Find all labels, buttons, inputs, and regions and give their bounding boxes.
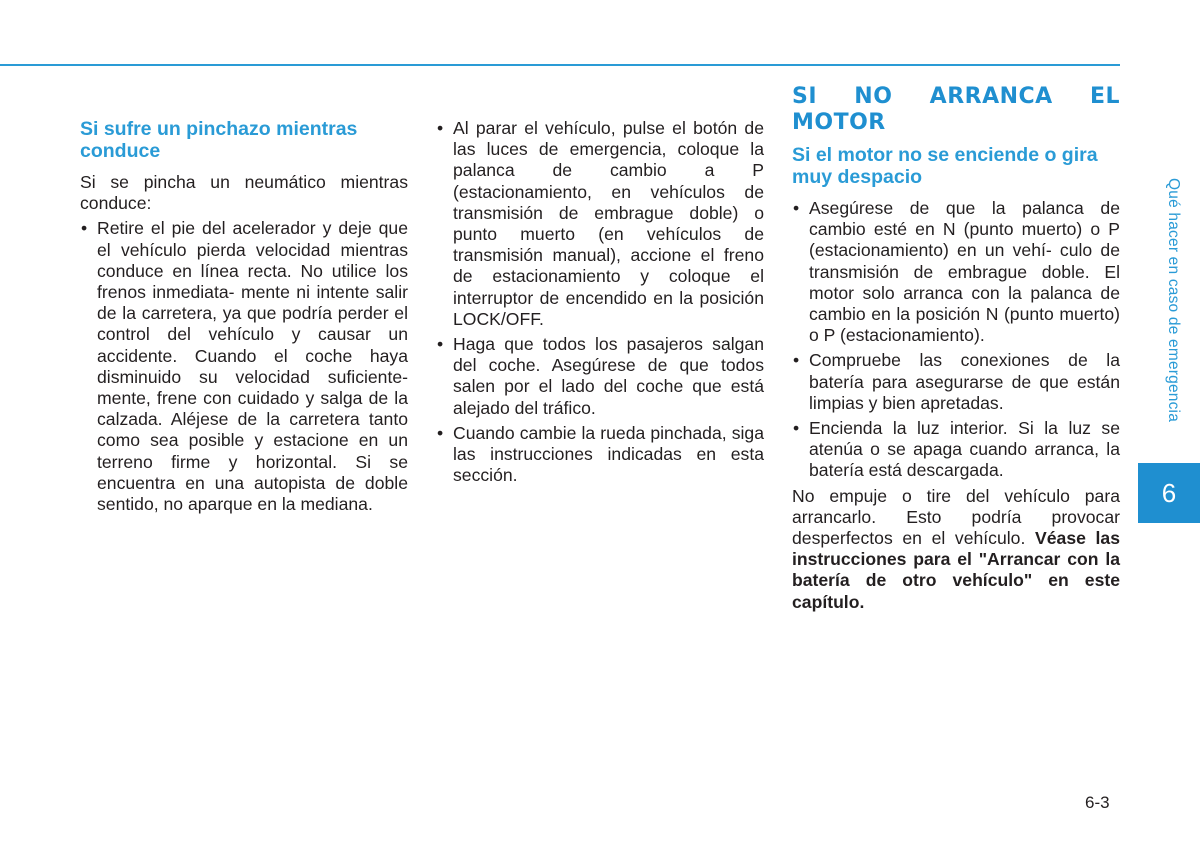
list-item-text: Cuando cambie la rueda pinchada, siga las instrucciones indicadas en esta sección. xyxy=(453,422,764,486)
list-item-text: Encienda la luz interior. Si la luz se atenúa o se apaga cuando arranca, la batería está descargada. xyxy=(809,418,1120,481)
chapter-number-tab: 6 xyxy=(1138,463,1200,523)
closing-text: No empuje o tire del vehículo para arrancarlo. Esto podría provocar desperfectos en el vehículo. xyxy=(792,485,1120,549)
list-item xyxy=(792,418,1120,482)
column-middle xyxy=(436,118,764,490)
bullet-icon: • xyxy=(793,350,800,371)
chapter-side-label: Qué hacer en caso de emergencia xyxy=(1165,178,1182,423)
bullet-icon: • xyxy=(81,218,88,239)
flat-tire-list xyxy=(80,218,408,515)
list-item xyxy=(436,334,764,419)
header-rule xyxy=(0,64,1120,66)
flat-tire-heading: Si sufre un pinchazo mientras conduce xyxy=(80,118,358,162)
list-item xyxy=(436,118,764,330)
flat-tire-intro: Si se pincha un neumático mientras conduce: xyxy=(80,172,408,214)
bullet-icon: • xyxy=(437,422,444,443)
column-right xyxy=(792,84,1120,617)
list-item-text: Al parar el vehículo, pulse el botón de las luces de emergencia, coloque la palanca de cambio a P (estacionamiento, en vehículos de transmisión de embrague doble) o punto muerto (en vehículos de transmisión manual), accione el freno de estacionamiento y coloque el interruptor de encendido en la posición LOCK/OFF. xyxy=(453,118,764,329)
list-item-text: Haga que todos los pasajeros salgan del coche. Asegúrese de que todos salen por el lado del coche que está alejado del tráfico. xyxy=(453,334,764,418)
closing-paragraph xyxy=(792,486,1120,613)
closing-reference: Véase las instrucciones para el "Arrancar con la batería de otro vehículo" en este capítulo. xyxy=(792,528,1120,612)
list-item-text: Compruebe las conexiones de la batería para asegurarse de que están limpias y bien apretadas. xyxy=(809,350,1120,413)
page-number: 6-3 xyxy=(1085,793,1110,812)
section-title: SI NO ARRANCA EL MOTOR xyxy=(792,84,1120,135)
stop-procedure-list xyxy=(436,118,764,486)
column-left xyxy=(80,118,408,519)
list-item-text: Retire el pie del acelerador y deje que el vehículo pierda velocidad mientras conduce en línea recta. No utilice los frenos inmediata- mente ni intente salir de la carretera, ya que podría perder el control del vehículo y causar un accidente. Cuando el coche haya disminuido su velocidad suficiente- mente, frene con cuidado y salga de la calzada. Aléjese de la carretera tanto como sea posible y estacione en un terreno firme y horizontal. Si se encuentra en una autopista de doble sentido, no aparque en la mediana. xyxy=(97,218,408,515)
list-item xyxy=(436,423,764,487)
list-item xyxy=(80,218,408,515)
list-item xyxy=(792,198,1120,346)
bullet-icon: • xyxy=(437,334,444,355)
engine-check-list xyxy=(792,198,1120,482)
engine-heading: Si el motor no se enciende o gira muy despacio xyxy=(792,144,1098,188)
list-item xyxy=(792,350,1120,414)
list-item-text: Asegúrese de que la palanca de cambio esté en N (punto muerto) o P (estacionamiento) en un vehí- culo de transmisión de embrague doble. El motor solo arranca con la palanca de cambio en la posición N (punto muerto) o P (estacionamiento). xyxy=(809,198,1120,346)
bullet-icon: • xyxy=(793,418,800,439)
bullet-icon: • xyxy=(793,198,800,218)
bullet-icon: • xyxy=(437,118,444,138)
